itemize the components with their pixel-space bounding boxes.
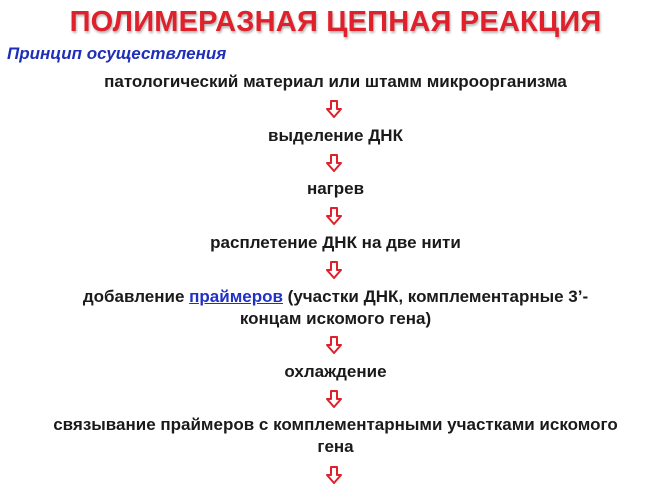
down-arrow-icon <box>326 100 342 118</box>
step-add-primers-suffix: (участки ДНК, комплементарные 3’- <box>282 287 589 306</box>
step-material: патологический материал или штамм микроорганизма <box>104 72 567 91</box>
step-heating: нагрев <box>306 179 365 198</box>
step-cooling: охлаждение <box>284 362 387 381</box>
down-arrow-icon <box>326 466 342 484</box>
down-arrow-icon <box>326 336 342 354</box>
step-dna-extraction: выделение ДНК <box>268 126 403 145</box>
primers-link[interactable]: праймеров <box>189 287 283 306</box>
subtitle: Принцип осуществления <box>7 44 227 63</box>
step-primer-binding-line2: гена <box>317 437 354 456</box>
down-arrow-icon <box>326 154 342 172</box>
step-add-primers-line2: концам искомого гена) <box>239 309 432 328</box>
down-arrow-icon <box>326 207 342 225</box>
step-add-primers <box>0 286 671 307</box>
down-arrow-icon <box>326 390 342 408</box>
page-title: ПОЛИМЕРАЗНАЯ ЦЕПНАЯ РЕАКЦИЯ <box>69 6 602 38</box>
step-add-primers-prefix: добавление <box>82 287 190 306</box>
step-dna-unwinding: расплетение ДНК на две нити <box>210 233 461 252</box>
down-arrow-icon <box>326 261 342 279</box>
step-primer-binding: связывание праймеров с комплементарными участками искомого <box>53 415 618 434</box>
